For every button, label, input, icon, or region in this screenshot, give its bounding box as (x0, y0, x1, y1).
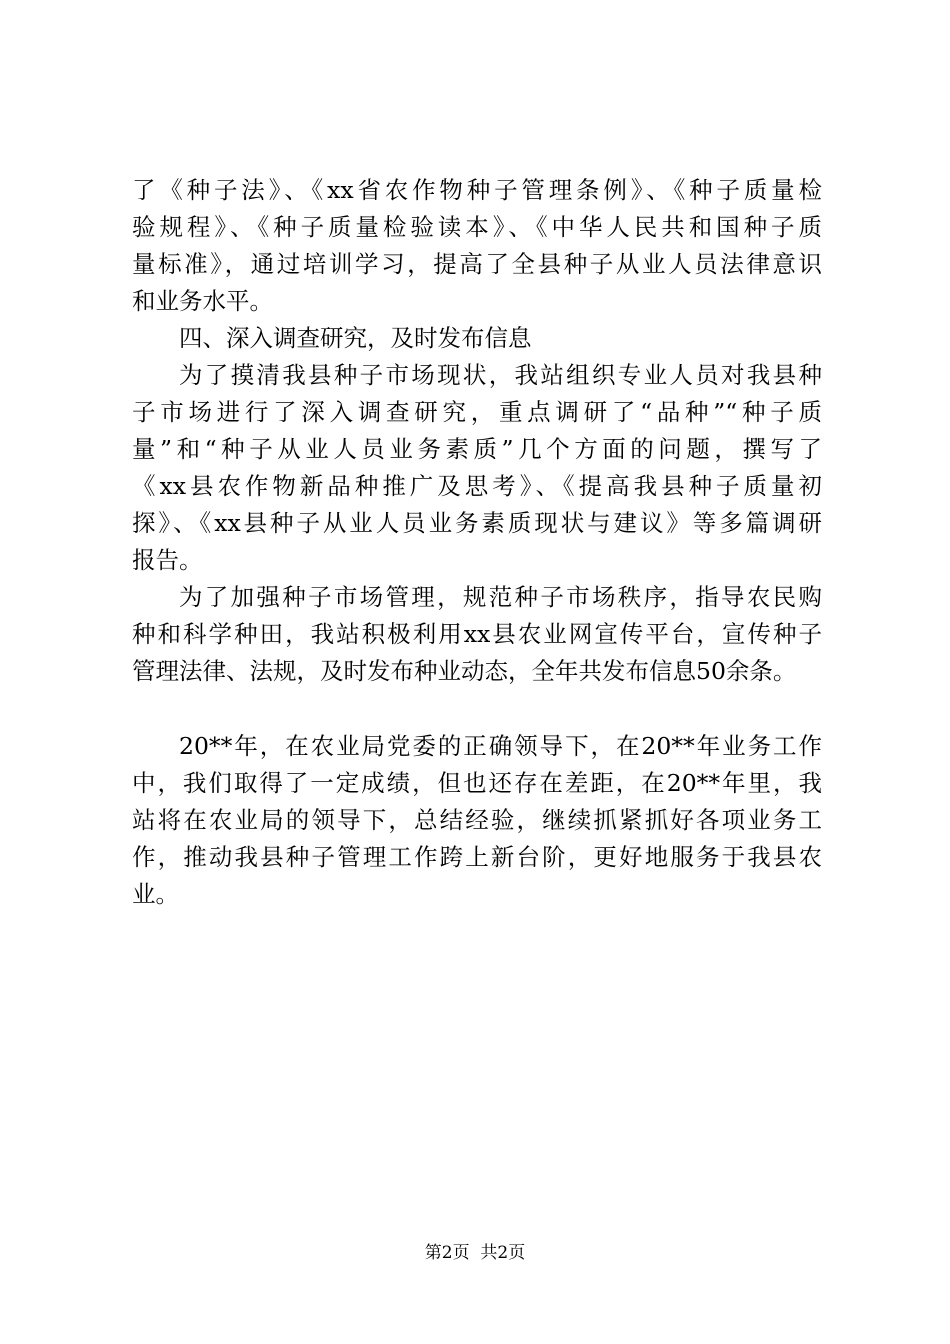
text-line: 为了摸清我县种子市场现状，我站组织专业人员对我县种 (179, 361, 822, 389)
section-heading (132, 320, 822, 357)
text-line: 量”和“种子从业人员业务素质”几个方面的问题，撰写了 (132, 435, 822, 463)
text-line: 中，我们取得了一定成绩，但也还存在差距，在20**年里，我 (132, 769, 822, 797)
paragraph-training (132, 172, 822, 320)
paragraph-research (132, 357, 822, 579)
page-footer: 第2页 共2页 (424, 1243, 526, 1263)
text-line: 作，推动我县种子管理工作跨上新台阶，更好地服务于我县农 (132, 843, 822, 871)
paragraph-publishing (132, 579, 822, 690)
text-line: 量标准》，通过培训学习，提高了全县种子从业人员法律意识 (132, 250, 822, 278)
text-line: 20**年，在农业局党委的正确领导下，在20**年业务工作 (179, 732, 822, 760)
text-line: 种和科学种田，我站积极利用xx县农业网宣传平台，宣传种子 (132, 620, 822, 648)
text-line: 验规程》、《种子质量检验读本》、《中华人民共和国种子质 (132, 213, 822, 241)
text-line: 业。 (132, 880, 179, 908)
paragraph-spacer (132, 690, 822, 728)
paragraph-summary (132, 728, 822, 913)
text-line: 报告。 (132, 546, 203, 574)
text-line: 和业务水平。 (132, 287, 273, 315)
text-line: 子市场进行了深入调查研究，重点调研了“品种”“种子质 (132, 398, 822, 426)
text-line: 《xx县农作物新品种推广及思考》、《提高我县种子质量初 (132, 472, 822, 500)
text-line: 探》、《xx县种子从业人员业务素质现状与建议》等多篇调研 (132, 509, 822, 537)
document-body (132, 172, 822, 913)
text-line: 站将在农业局的领导下，总结经验，继续抓紧抓好各项业务工 (132, 806, 822, 834)
text-line: 为了加强种子市场管理，规范种子市场秩序，指导农民购 (179, 583, 822, 611)
section-heading-text: 四、深入调查研究，及时发布信息 (179, 324, 532, 352)
text-line: 管理法律、法规，及时发布种业动态，全年共发布信息50余条。 (132, 657, 797, 685)
text-line: 了《种子法》、《xx省农作物种子管理条例》、《种子质量检 (132, 176, 822, 204)
